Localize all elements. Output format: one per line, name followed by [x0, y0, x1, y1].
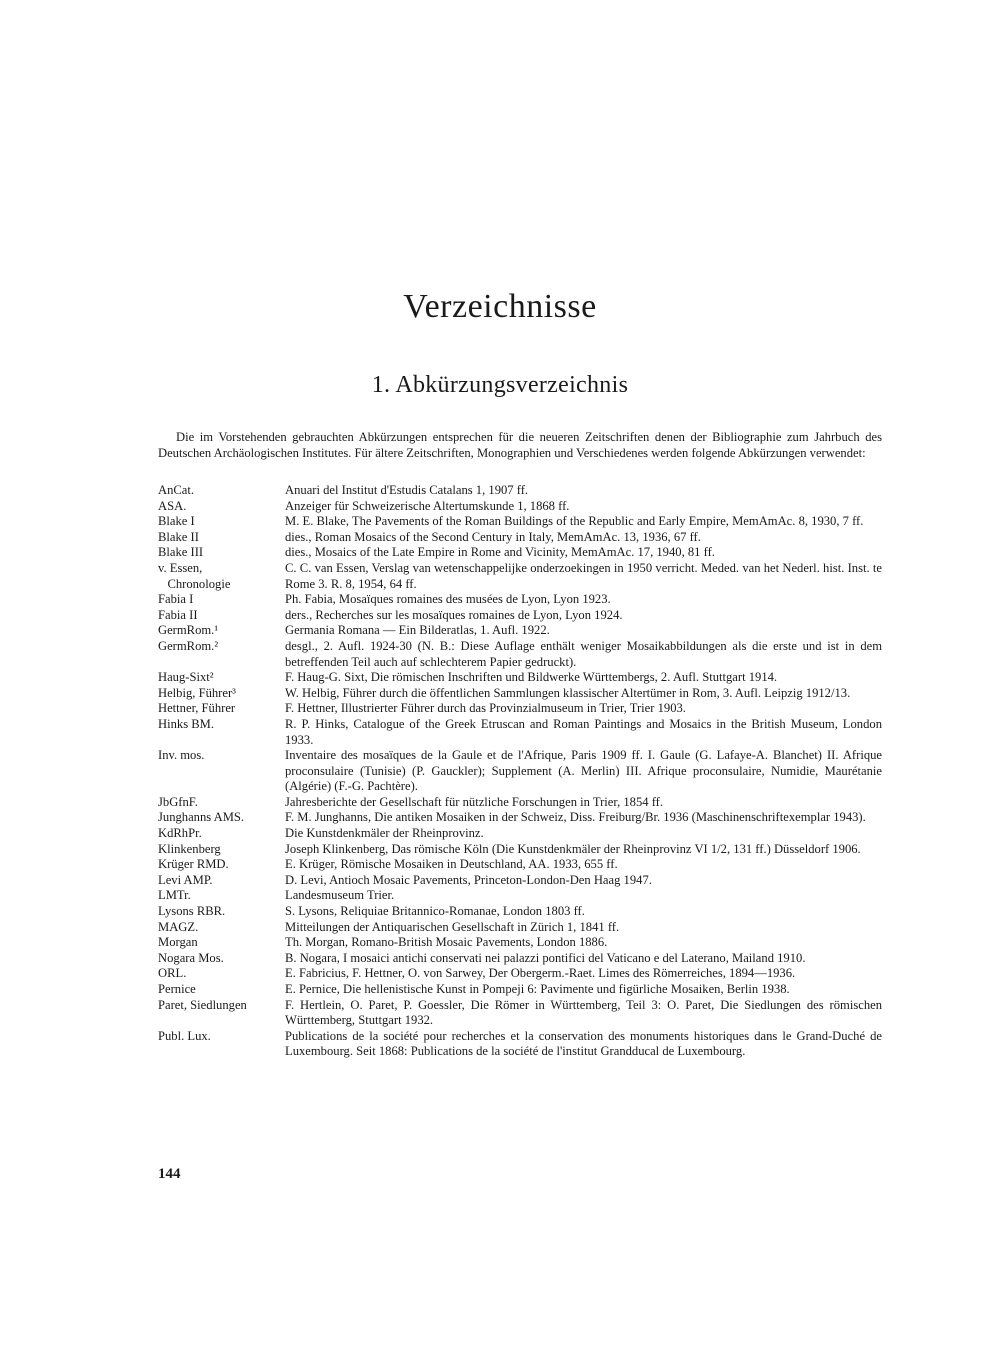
section-heading: 1. Abkürzungsverzeichnis — [371, 372, 629, 398]
entry-abbreviation: Fabia I — [158, 592, 194, 607]
entry-abbreviation: LMTr. — [158, 888, 191, 903]
list-item — [158, 873, 882, 889]
entry-description: Die Kunstdenkmäler der Rheinprovinz. — [285, 826, 484, 841]
list-item — [158, 920, 882, 936]
entry-abbreviation: ORL. — [158, 966, 187, 981]
list-item — [158, 998, 882, 1029]
list-item — [158, 499, 882, 515]
entry-description: F. Hettner, Illustrierter Führer durch das Provinzialmuseum in Trier, Trier 1903. — [285, 701, 686, 716]
entry-abbreviation: JbGfnF. — [158, 794, 198, 809]
entry-abbreviation: Helbig, Führer³ — [158, 685, 236, 700]
entry-description: Landesmuseum Trier. — [285, 888, 395, 903]
entry-abbreviation: Publ. Lux. — [158, 1028, 211, 1043]
entry-abbreviation: Levi AMP. — [158, 872, 213, 887]
entry-description: dies., Roman Mosaics of the Second Century in Italy, MemAmAc. 13, 1936, 67 ff. — [285, 529, 701, 544]
list-item — [158, 842, 882, 858]
list-item — [158, 982, 882, 998]
entry-abbreviation: Klinkenberg — [158, 841, 221, 856]
entry-description: F. Haug-G. Sixt, Die römischen Inschriften und Bildwerke Württembergs, 2. Aufl. Stuttgart 1914. — [285, 670, 778, 685]
entry-description: Ph. Fabia, Mosaïques romaines des musées de Lyon, Lyon 1923. — [285, 592, 611, 607]
entry-description: dies., Mosaics of the Late Empire in Rome and Vicinity, MemAmAc. 17, 1940, 81 ff. — [285, 545, 715, 560]
entry-description: D. Levi, Antioch Mosaic Pavements, Princeton-London-Den Haag 1947. — [285, 872, 652, 887]
entry-abbreviation: Pernice — [158, 982, 196, 996]
list-item — [158, 592, 882, 608]
entry-description: B. Nogara, I mosaici antichi conservati nei palazzi pontifici del Vaticano e del Laterano, Mailand 1910. — [285, 950, 806, 965]
entry-abbreviation: KdRhPr. — [158, 826, 202, 841]
page-number: 144 — [158, 1166, 181, 1182]
entry-description: E. Krüger, Römische Mosaiken in Deutschland, AA. 1933, 655 ff. — [285, 857, 618, 872]
page-title: Verzeichnisse — [403, 288, 597, 325]
entry-description: E. Fabricius, F. Hettner, O. von Sarwey, Der Obergerm.-Raet. Limes des Römerreiches, 1894—1936. — [285, 966, 796, 981]
abbreviation-list — [158, 483, 882, 1060]
entry-abbreviation: Junghanns AMS. — [158, 810, 245, 825]
list-item — [158, 826, 882, 842]
list-item — [158, 717, 882, 748]
list-item — [158, 795, 882, 811]
entry-description: S. Lysons, Reliquiae Britannico-Romanae, London 1803 ff. — [285, 904, 585, 919]
list-item — [158, 966, 882, 982]
list-item — [158, 561, 882, 592]
list-item — [158, 670, 882, 686]
entry-abbreviation: Fabia II — [158, 607, 198, 622]
list-item — [158, 623, 882, 639]
entry-abbreviation: MAGZ. — [158, 919, 199, 934]
entry-description: F. M. Junghanns, Die antiken Mosaiken in der Schweiz, Diss. Freiburg/Br. 1936 (Maschinenschriftexemplar 1943). — [285, 810, 866, 825]
entry-abbreviation: Blake I — [158, 514, 195, 529]
entry-description: Joseph Klinkenberg, Das römische Köln (Die Kunstdenkmäler der Rheinprovinz VI 1/2, 131 ff.) Düsseldorf 1906. — [285, 841, 861, 856]
entry-abbreviation: v. Essen, Chronologie — [158, 560, 231, 591]
entry-abbreviation: AnCat. — [158, 483, 195, 497]
intro-paragraph: Die im Vorstehenden gebrauchten Abkürzungen entsprechen für die neueren Zeitschriften denen der Bibliographie zum Jahrbuch des Deutschen Archäologischen Institutes. Für ältere Zeitschriften, Monographien und Verschiedenes werden folgende Abkürzungen verwendet: — [158, 430, 882, 460]
entry-description: C. C. van Essen, Verslag van wetenschappelijke onderzoekingen in 1950 verricht. Meded. van het Nederl. hist. Inst. te Rome 3. R. 8, 1954, 64 ff. — [285, 560, 882, 591]
list-item — [158, 810, 882, 826]
entry-description: E. Pernice, Die hellenistische Kunst in Pompeji 6: Pavimente und figürliche Mosaiken, Berlin 1938. — [285, 982, 790, 996]
list-item — [158, 857, 882, 873]
list-item — [158, 483, 882, 499]
entry-description: M. E. Blake, The Pavements of the Roman Buildings of the Republic and Early Empire, MemAmAc. 8, 1930, 7 ff. — [285, 514, 864, 529]
list-item — [158, 639, 882, 670]
entry-description: Jahresberichte der Gesellschaft für nützliche Forschungen in Trier, 1854 ff. — [285, 794, 664, 809]
entry-abbreviation: Haug-Sixt² — [158, 670, 214, 685]
entry-description: Publications de la société pour recherches et la conservation des monuments historiques dans le Grand-Duché de Luxembourg. Seit 1868: Publications de la société de l'institut Grandducal de Luxembourg. — [285, 1028, 882, 1059]
entry-description: ders., Recherches sur les mosaïques romaines de Lyon, Lyon 1924. — [285, 607, 623, 622]
entry-abbreviation: GermRom.² — [158, 638, 219, 653]
entry-abbreviation: Lysons RBR. — [158, 904, 226, 919]
list-item — [158, 935, 882, 951]
list-item — [158, 888, 882, 904]
list-item — [158, 904, 882, 920]
entry-abbreviation: Krüger RMD. — [158, 857, 229, 872]
entry-abbreviation: Morgan — [158, 935, 198, 950]
entry-abbreviation: ASA. — [158, 498, 187, 513]
entry-abbreviation: Hinks BM. — [158, 716, 214, 731]
list-item — [158, 748, 882, 795]
entry-abbreviation: Paret, Siedlungen — [158, 997, 247, 1012]
entry-description: F. Hertlein, O. Paret, P. Goessler, Die Römer in Württemberg, Teil 3: O. Paret, Die Siedlungen des römischen Württemberg, Stuttgart 1932. — [285, 997, 882, 1028]
list-item — [158, 608, 882, 624]
entry-abbreviation: Blake II — [158, 529, 199, 544]
entry-description: R. P. Hinks, Catalogue of the Greek Etruscan and Roman Paintings and Mosaics in the British Museum, London 1933. — [285, 716, 882, 747]
list-item — [158, 1029, 882, 1060]
list-item — [158, 545, 882, 561]
entry-abbreviation: Nogara Mos. — [158, 950, 224, 965]
entry-abbreviation: Blake III — [158, 545, 204, 560]
entry-abbreviation: Inv. mos. — [158, 748, 205, 763]
list-item — [158, 686, 882, 702]
list-item — [158, 701, 882, 717]
entry-description: W. Helbig, Führer durch die öffentlichen Sammlungen klassischer Altertümer in Rom, 3. Aufl. Leipzig 1912/13. — [285, 685, 851, 700]
entry-description: Mitteilungen der Antiquarischen Gesellschaft in Zürich 1, 1841 ff. — [285, 919, 620, 934]
entry-abbreviation: GermRom.¹ — [158, 623, 219, 638]
list-item — [158, 514, 882, 530]
entry-description: Inventaire des mosaïques de la Gaule et de l'Afrique, Paris 1909 ff. I. Gaule (G. Lafaye-A. Blanchet) II. Afrique proconsulaire (Tunisie) (P. Gauckler); Supplement (A. Merlin) III. Afrique proconsulaire, Numidie, Maurétanie (Algérie) (F.-G. Pachtère). — [285, 748, 882, 794]
entry-abbreviation: Hettner, Führer — [158, 701, 236, 716]
entry-description: Germania Romana — Ein Bilderatlas, 1. Aufl. 1922. — [285, 623, 550, 638]
entry-description: Anzeiger für Schweizerische Altertumskunde 1, 1868 ff. — [285, 498, 570, 513]
entry-description: Anuari del Institut d'Estudis Catalans 1, 1907 ff. — [285, 483, 529, 497]
list-item — [158, 530, 882, 546]
entry-description: Th. Morgan, Romano-British Mosaic Pavements, London 1886. — [285, 935, 608, 950]
list-item — [158, 951, 882, 967]
entry-description: desgl., 2. Aufl. 1924-30 (N. B.: Diese Auflage enthält weniger Mosaikabbildungen als die erste und ist in dem betreffenden Teil auch auf schlechterem Papier gedruckt). — [285, 638, 882, 669]
